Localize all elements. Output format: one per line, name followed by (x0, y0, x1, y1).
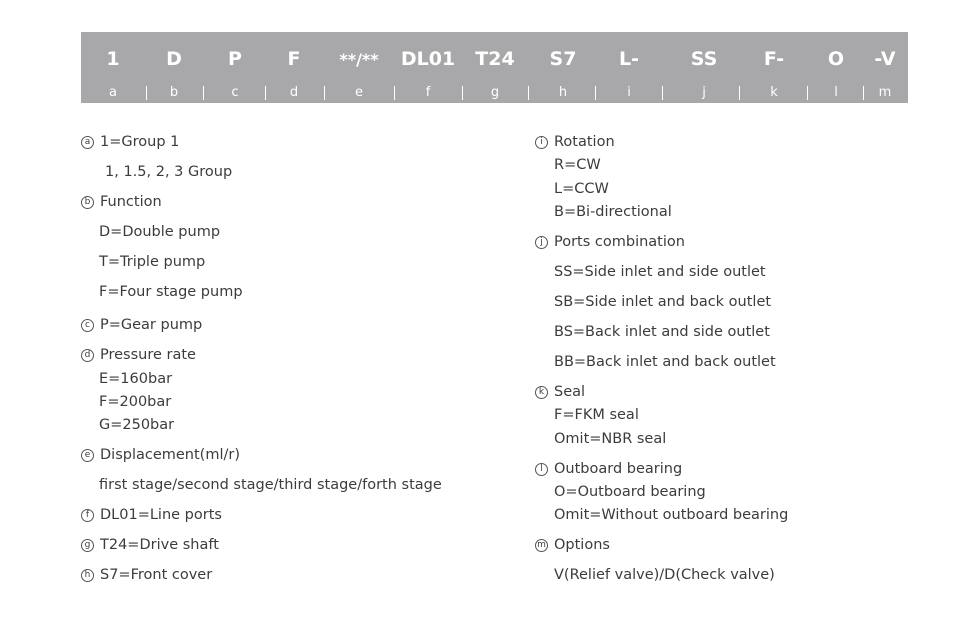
separator (265, 86, 266, 100)
item-l-detail: O=Outboard bearing (554, 484, 706, 500)
item-a-text: 1=Group 1 (100, 134, 180, 150)
item-g-heading (81, 537, 219, 553)
letter-k: k (770, 85, 778, 100)
item-f-heading (81, 507, 222, 523)
marker-h-icon: h (81, 569, 94, 582)
item-i-heading (535, 134, 615, 150)
item-i-detail: B=Bi-directional (554, 204, 672, 220)
letter-j: j (702, 85, 706, 100)
separator (324, 86, 325, 100)
item-j-heading (535, 234, 685, 250)
item-j-detail: SB=Side inlet and back outlet (554, 294, 772, 310)
marker-g-icon: g (81, 539, 94, 552)
letter-a: a (109, 85, 117, 100)
marker-m-icon: m (535, 539, 548, 552)
letter-i: i (627, 85, 631, 100)
item-j-text: Ports combination (554, 234, 685, 250)
marker-k-icon: k (535, 386, 548, 399)
item-g-text: T24=Drive shaft (100, 537, 219, 553)
separator (863, 86, 864, 100)
item-l-detail: Omit=Without outboard bearing (554, 507, 789, 523)
item-b-text: Function (100, 194, 162, 210)
model-code-bar (81, 32, 908, 103)
code-c: P (228, 48, 242, 70)
item-d-detail: F=200bar (99, 394, 172, 410)
marker-l-icon: l (535, 463, 548, 476)
code-b: D (166, 48, 182, 70)
marker-e-icon: e (81, 449, 94, 462)
item-h-text: S7=Front cover (100, 567, 213, 583)
marker-a-icon: a (81, 136, 94, 149)
separator (462, 86, 463, 100)
item-m-heading (535, 537, 610, 553)
separator (807, 86, 808, 100)
letter-c: c (231, 85, 239, 100)
letter-d: d (289, 85, 299, 100)
item-i-detail: L=CCW (554, 181, 609, 197)
code-e: **/** (339, 50, 379, 69)
item-d-heading (81, 347, 196, 363)
item-e-text: Displacement(ml/r) (100, 447, 240, 463)
separator (595, 86, 596, 100)
marker-c-icon: c (81, 319, 94, 332)
item-a-heading (81, 134, 179, 150)
item-i-text: Rotation (554, 134, 615, 150)
letter-l: l (834, 85, 838, 100)
code-g: T24 (475, 48, 515, 70)
marker-f-icon: f (81, 509, 94, 522)
code-d: F (287, 48, 301, 70)
code-a: 1 (106, 48, 120, 70)
item-j-detail: BS=Back inlet and side outlet (554, 324, 770, 340)
item-e-heading (81, 447, 240, 463)
item-k-detail: F=FKM seal (554, 407, 639, 423)
item-a-detail: 1, 1.5, 2, 3 Group (105, 164, 233, 180)
item-k-text: Seal (554, 384, 586, 400)
item-j-detail: BB=Back inlet and back outlet (554, 354, 776, 370)
item-k-heading (535, 384, 585, 400)
letter-h: h (558, 85, 568, 100)
marker-d-icon: d (81, 349, 94, 362)
item-d-text: Pressure rate (100, 347, 196, 363)
item-b-detail: F=Four stage pump (99, 284, 243, 300)
item-m-detail: V(Relief valve)/D(Check valve) (554, 567, 775, 583)
separator (394, 86, 395, 100)
item-b-detail: T=Triple pump (99, 254, 206, 270)
letter-m: m (878, 85, 892, 100)
marker-j-icon: j (535, 236, 548, 249)
item-e-detail: first stage/second stage/third stage/forth stage (99, 477, 442, 493)
letter-b: b (169, 85, 179, 100)
item-c-heading (81, 317, 202, 333)
item-j-detail: SS=Side inlet and side outlet (554, 264, 766, 280)
item-h-heading (81, 567, 212, 583)
separator (739, 86, 740, 100)
code-j: SS (690, 48, 718, 70)
code-k: F- (763, 48, 785, 70)
item-l-text: Outboard bearing (554, 461, 683, 477)
separator (528, 86, 529, 100)
code-i: L- (619, 48, 639, 70)
letter-g: g (490, 85, 500, 100)
code-m: -V (874, 48, 896, 70)
item-f-text: DL01=Line ports (100, 507, 222, 523)
item-b-heading (81, 194, 162, 210)
item-c-text: P=Gear pump (100, 317, 203, 333)
marker-i-icon: i (535, 136, 548, 149)
letter-e: e (355, 85, 363, 100)
item-m-text: Options (554, 537, 610, 553)
item-k-detail: Omit=NBR seal (554, 431, 667, 447)
item-d-detail: E=160bar (99, 371, 173, 387)
code-l: O (827, 48, 845, 70)
item-i-detail: R=CW (554, 157, 601, 173)
code-h: S7 (549, 48, 577, 70)
item-d-detail: G=250bar (99, 417, 175, 433)
separator (146, 86, 147, 100)
marker-b-icon: b (81, 196, 94, 209)
code-f: DL01 (400, 48, 456, 70)
separator (662, 86, 663, 100)
letter-f: f (425, 85, 431, 100)
item-l-heading (535, 461, 682, 477)
item-b-detail: D=Double pump (99, 224, 221, 240)
separator (203, 86, 204, 100)
